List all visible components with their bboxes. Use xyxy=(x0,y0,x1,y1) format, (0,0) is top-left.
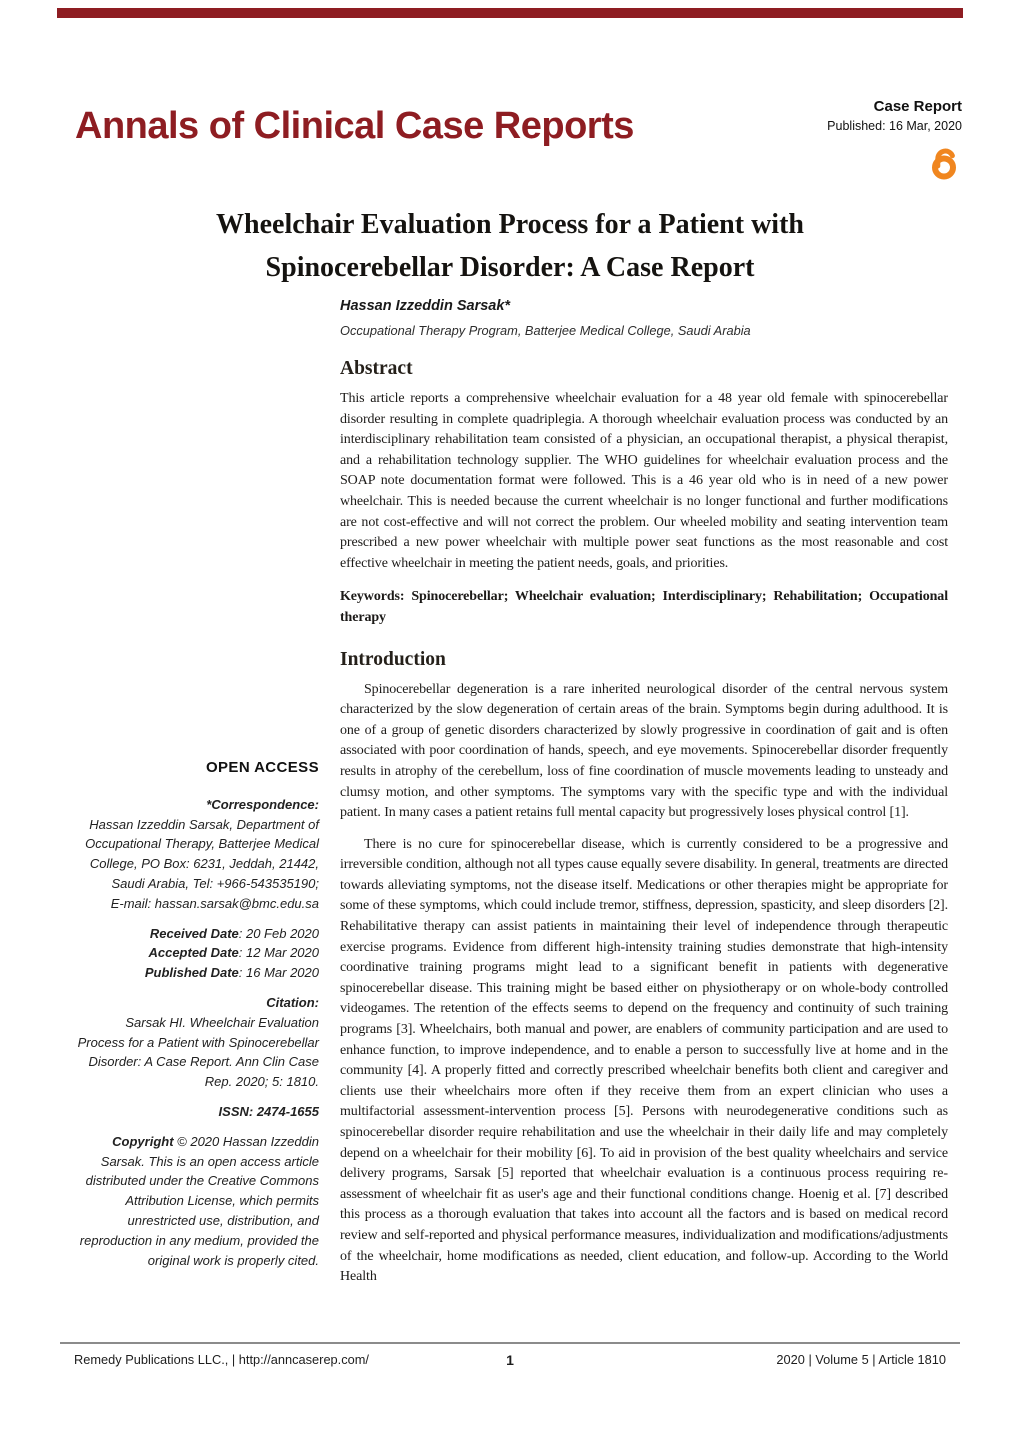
email-line: E-mail: hassan.sarsak@bmc.edu.sa xyxy=(110,895,319,911)
correspondence-address: Hassan Izzeddin Sarsak, Department of Occupational Therapy, Batterjee Medical College, PO Box: 6231, Jeddah, 21442, Saudi Arabia, Tel: +966-543535190; xyxy=(85,816,319,891)
received-date-line xyxy=(75,924,319,944)
introduction-heading: Introduction xyxy=(340,648,446,670)
main-column xyxy=(340,298,948,1288)
abstract-body: This article reports a comprehensive wheelchair evaluation for a 48 year old female with spinocerebellar disorder resulting in complete quadriplegia. A thorough wheelchair evaluation process was conducted by an interdisciplinary rehabilitation team consisted of a physician, an occupational therapist, a physical therapist, and a rehabilitation technology supplier. The WHO guidelines for wheelchair evaluation process and the SOAP note documentation format were followed. This is a 46 year old who is in need of a new power wheelchair. This is needed because the current wheelchair is no longer functional and further modifications are not cost-effective and will not correct the problem. Our wheeled mobility and seating intervention team prescribed a new power wheelchair with multiple power seat functions as the most reasonable and cost effective wheelchair in meeting the patient needs, goals, and priorities. xyxy=(340,391,948,571)
introduction-paragraph-2: There is no cure for spinocerebellar disease, which is currently considered to be a progressive and irreversible condition, although not all types cause equally severe disability. In general, treatments are directed towards alleviating symptoms, not the disease itself. Medications or other therapies might be appropriate for some of these symptoms, which could include tremor, stiffness, depression, spasticity, and sleep disorders [2]. Rehabilitative therapy can assist patients in maintaining their level of independence through therapeutic exercise programs. Evidence from different high-intensity training studies demonstrate that high-intensity coordinative training programs might lead to a significant benefit in patients with degenerative spinocerebellar disease. This training might be based either on physiotherapy or on whole-body controlled videogames. The retention of the effects seems to depend on the frequency and continuity of such training programs [3]. Wheelchairs, both manual and power, are enablers of community participation and are used to enhance function, to improve independence, and to enable a person to successfully live at home and in the community [4]. A properly fitted and correctly prescribed wheelchair benefits both client and caregiver and clients use their wheelchairs more often if they receive them from an expert clinician who uses a multifactorial assessment-intervention process [5]. Persons with neurodegenerative conditions such as spinocerebellar disorder require rehabilitation and use the wheelchair in their daily life and may completely depend on a wheelchair for their mobility [6]. To aid in provision of the best quality wheelchairs and service delivery programs, Sarsak [5] reported that wheelchair evaluation is a continuous process requiring re-assessment of wheelchair fit as user's age and their functional conditions change. Hoenig et al. [7] described this process as a thorough evaluation that takes into account all the factors and is based on medical record review and self-reported and physical performance measures, individualization and modifications/adjustments of the wheelchair, home modifications as needed, client education, and follow-up. According to the World Health xyxy=(340,836,948,1285)
header-meta xyxy=(827,98,962,181)
citation-block xyxy=(75,993,319,1092)
footer-row xyxy=(60,1352,960,1372)
article-type-label: Case Report xyxy=(873,98,962,115)
issn-line: ISSN: 2474-1655 xyxy=(218,1103,319,1119)
top-accent-bar xyxy=(57,8,963,18)
citation-text: Sarsak HI. Wheelchair Evaluation Process for a Patient with Spinocerebellar Disorder: A Case Report. Ann Clin Case Rep. 2020; 5: 1810. xyxy=(77,1014,319,1090)
sidebar xyxy=(75,758,319,1280)
received-date-value: : 20 Feb 2020 xyxy=(238,925,319,941)
abstract-heading: Abstract xyxy=(340,358,413,379)
accepted-date-line xyxy=(75,943,319,963)
footer-publisher: Remedy Publications LLC., | http://anncaserep.com/ xyxy=(74,1352,369,1367)
accepted-date-label: Accepted Date xyxy=(148,945,239,961)
journal-title: Annals of Clinical Case Reports xyxy=(75,105,634,147)
open-access-label: OPEN ACCESS xyxy=(205,759,319,776)
citation-label: Citation: xyxy=(266,994,319,1010)
dates-block xyxy=(75,924,319,983)
copyright-notice xyxy=(75,1132,319,1271)
copyright-text: © 2020 Hassan Izzeddin Sarsak. This is an open access article distributed under the Creative Commons Attribution License, which permits unrestricted use, distribution, and reproduction in any medium, provided the original work is properly cited. xyxy=(79,1133,319,1268)
author-affiliation: Occupational Therapy Program, Batterjee Medical College, Saudi Arabia xyxy=(340,323,751,338)
page-header xyxy=(75,98,962,181)
footer-page-number: 1 xyxy=(506,1352,514,1368)
copyright-label: Copyright xyxy=(112,1133,174,1149)
article-title-line: Wheelchair Evaluation Process for a Patient with xyxy=(216,209,804,240)
received-date-label: Received Date xyxy=(149,925,239,941)
correspondence-block xyxy=(75,795,319,914)
published-date-value: : 16 Mar 2020 xyxy=(238,965,319,981)
published-date-label: Published Date xyxy=(144,965,239,981)
author-name: Hassan Izzeddin Sarsak* xyxy=(340,298,511,314)
introduction-paragraph-1: Spinocerebellar degeneration is a rare inherited neurological disorder of the central nervous system characterized by the slow degeneration of certain areas of the brain. Symptoms begin during adulthood. It is one of a group of genetic disorders characterized by slowly progressive in coordination of gait and is often associated with poor coordination of hands, speech, and eye movements. Spinocerebellar disorder frequently results in atrophy of the cerebellum, loss of fine coordination of muscle movements leading to unsteady and clumsy motion, and other symptoms. The symptoms vary with the specific type and with the individual patient. In many cases a patient retains full mental capacity but progressively loses physical control [1]. xyxy=(340,681,948,821)
published-date-line xyxy=(75,963,319,983)
published-date: Published: 16 Mar, 2020 xyxy=(827,119,962,133)
article-title-line: Spinocerebellar Disorder: A Case Report xyxy=(265,252,755,284)
open-access-icon xyxy=(926,145,962,181)
page-footer xyxy=(60,1342,960,1372)
accepted-date-value: : 12 Mar 2020 xyxy=(238,945,319,961)
correspondence-label: *Correspondence: xyxy=(206,796,319,812)
keywords-line: Keywords: Spinocerebellar; Wheelchair evaluation; Interdisciplinary; Rehabilitation; Occupational therapy xyxy=(340,589,948,625)
footer-issue-info: 2020 | Volume 5 | Article 1810 xyxy=(776,1352,946,1367)
article-title xyxy=(75,203,945,290)
